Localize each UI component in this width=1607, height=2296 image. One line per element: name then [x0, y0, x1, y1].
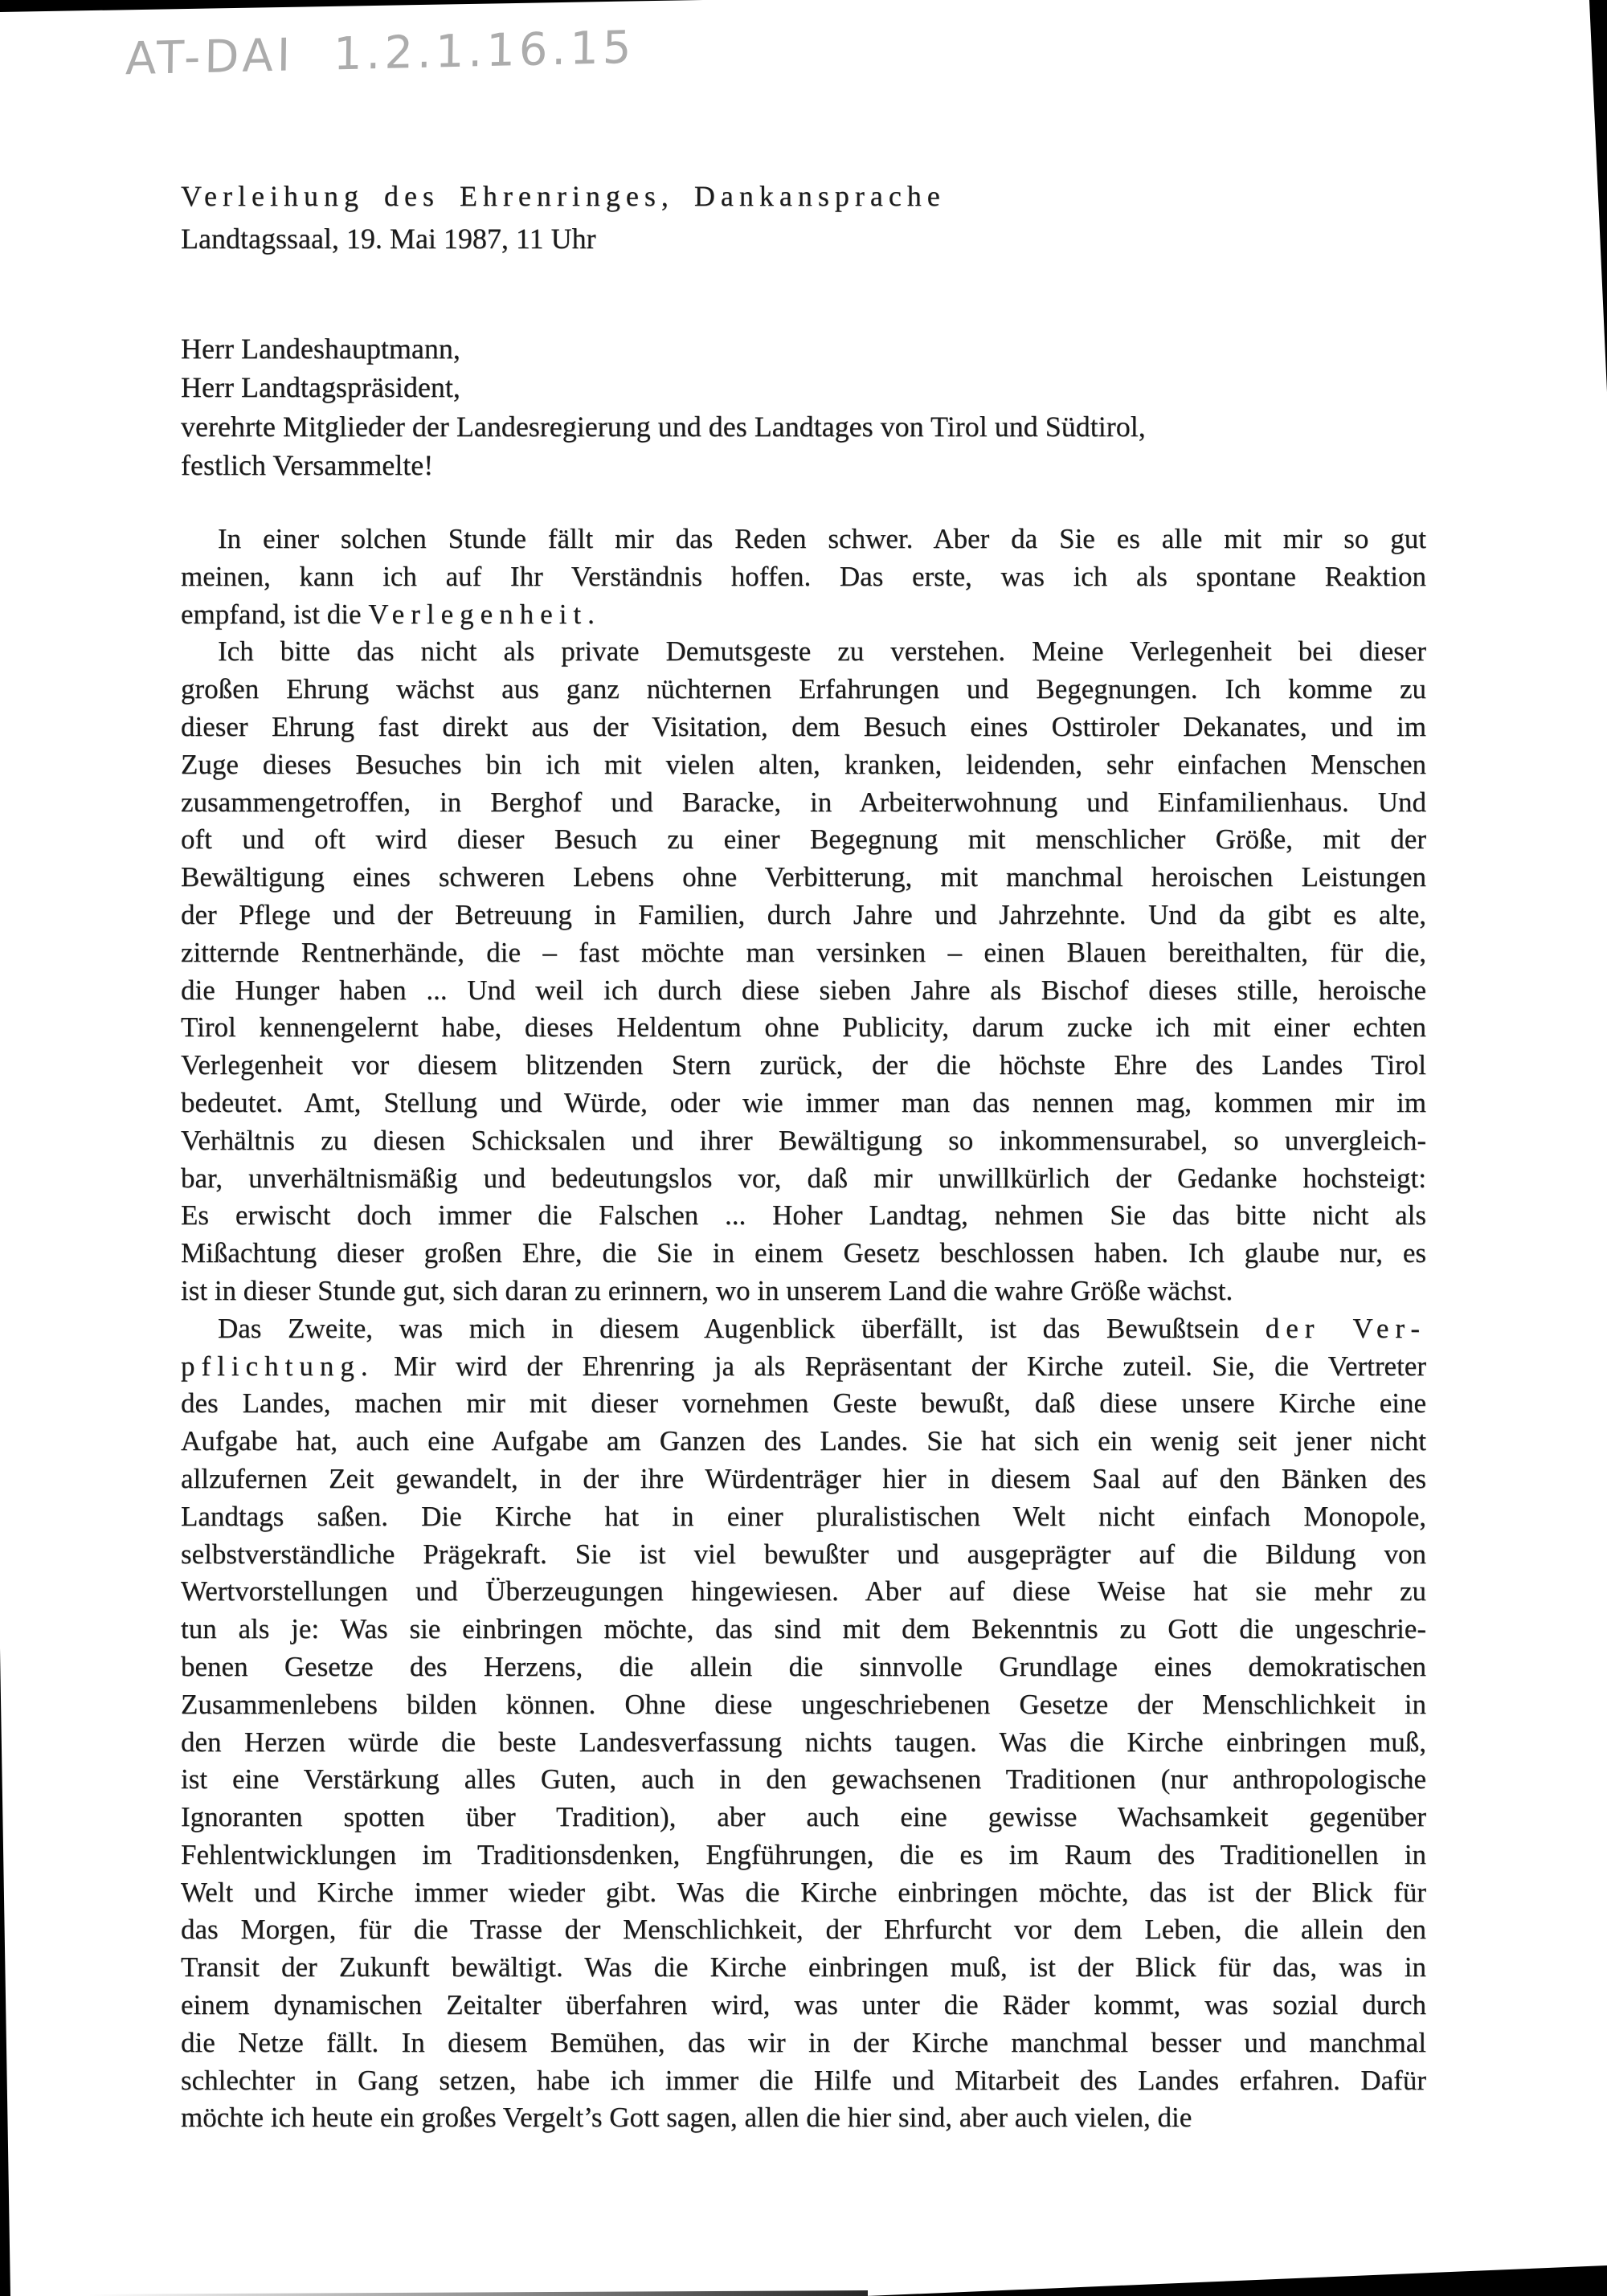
text-line — [181, 2024, 1426, 2062]
text-line — [181, 1423, 1426, 1461]
paragraph — [181, 521, 1426, 633]
text-segment: Mir wird der Ehrenring ja als Repräsentant der Kirche zuteil. Sie, die Vertreter — [374, 1350, 1426, 1382]
text-line — [181, 1761, 1426, 1799]
salutation-line: verehrte Mitglieder der Landesregierung und des Landtages von Tirol und Südtirol, — [181, 410, 1146, 443]
text-line — [181, 1385, 1426, 1423]
paragraph — [181, 633, 1426, 1309]
text-segment: dieser Ehrung fast direkt aus der Visitation, dem Besuch eines Osttiroler Dekanates, und im — [181, 710, 1426, 742]
text-segment: Landtags saßen. Die Kirche hat in einer pluralistischen Welt nicht einfach Monopole, — [181, 1500, 1426, 1532]
salutation-line: festlich Versammelte! — [181, 448, 434, 481]
letterspaced-text: der Ver- — [1265, 1312, 1426, 1344]
text-segment: einem dynamischen Zeitalter überfahren wird, was unter die Räder kommt, was sozial durch — [181, 1989, 1426, 2021]
text-line — [181, 821, 1426, 859]
text-line — [181, 897, 1426, 934]
text-line — [181, 784, 1426, 822]
text-segment: des Landes, machen mir mit dieser vornehmen Geste bewußt, daß diese unsere Kirche eine — [181, 1387, 1426, 1420]
text-segment: Aufgabe hat, auch eine Aufgabe am Ganzen des Landes. Sie hat sich ein wenig seit jener nicht — [181, 1425, 1426, 1457]
text-segment: Es erwischt doch immer die Falschen ... Hoher Landtag, nehmen Sie das bitte nicht als — [181, 1199, 1426, 1232]
paragraph — [181, 1310, 1426, 2138]
text-segment: meinen, kann ich auf Ihr Verständnis hoffen. Das erste, was ich als spontane Reaktion — [181, 560, 1426, 592]
text-line — [181, 671, 1426, 709]
title-block — [181, 175, 946, 260]
text-line — [181, 2099, 1426, 2137]
text-line — [181, 859, 1426, 897]
text-segment: benen Gesetze des Herzens, die allein die sinnvolle Grundlage eines demokratischen — [181, 1650, 1426, 1682]
text-line — [181, 1348, 1426, 1386]
text-segment: ist in dieser Stunde gut, sich daran zu erinnern, wo in unserem Land die wahre Größe wächst. — [181, 1274, 1233, 1306]
text-segment: oft und oft wird dieser Besuch zu einer Begegnung mit menschlicher Größe, mit der — [181, 823, 1426, 856]
document-subtitle: Landtagssaal, 19. Mai 1987, 11 Uhr — [181, 223, 596, 255]
text-line — [181, 1648, 1426, 1686]
text-segment: schlechter in Gang setzen, habe ich immer die Hilfe und Mitarbeit des Landes erfahren. Dafür — [181, 2064, 1426, 2096]
text-line — [181, 1122, 1426, 1160]
text-line — [181, 1235, 1426, 1273]
text-line — [181, 1686, 1426, 1724]
scan-edge-artifact-bottom — [866, 2265, 1607, 2296]
text-line — [181, 1085, 1426, 1122]
text-line — [181, 1836, 1426, 1874]
text-segment: großen Ehrung wächst aus ganz nüchternen Erfahrungen und Begegnungen. Ich komme zu — [181, 673, 1426, 705]
text-line — [181, 2062, 1426, 2100]
text-segment: Zuge dieses Besuches bin ich mit vielen alten, kranken, leidenden, sehr einfachen Menschen — [181, 748, 1426, 780]
text-line — [181, 1987, 1426, 2024]
text-segment: bar, unverhältnismäßig und bedeutungslos vor, daß mir unwillkürlich der Gedanke hochsteigt: — [181, 1162, 1426, 1194]
text-segment: der Pflege und der Betreuung in Familien, durch Jahre und Jahrzehnte. Und da gibt es alte, — [181, 898, 1426, 930]
text-line — [181, 1573, 1426, 1611]
text-segment: möchte ich heute ein großes Vergelt’s Gott sagen, allen die hier sind, aber auch vielen, die — [181, 2102, 1192, 2134]
scan-edge-artifact-right — [1589, 0, 1607, 392]
text-segment: ist eine Verstärkung alles Guten, auch in den gewachsenen Traditionen (nur anthropologische — [181, 1763, 1426, 1796]
text-segment: Mißachtung dieser großen Ehre, die Sie in einem Gesetz beschlossen haben. Ich glaube nur, es — [181, 1237, 1426, 1269]
text-segment: Verlegenheit vor diesem blitzenden Stern zurück, der die höchste Ehre des Landes Tirol — [181, 1049, 1426, 1081]
text-segment: Welt und Kirche immer wieder gibt. Was die Kirche einbringen möchte, das ist der Blick für — [181, 1876, 1426, 1908]
text-line — [181, 1611, 1426, 1648]
text-segment: selbstverständliche Prägekraft. Sie ist viel bewußter und ausgeprägter auf die Bildung von — [181, 1538, 1426, 1570]
text-segment: allzufernen Zeit gewandelt, in der ihre Würdenträger hier in diesem Saal auf den Bänken des — [181, 1462, 1426, 1494]
text-segment: Verhältnis zu diesen Schicksalen und ihrer Bewältigung so inkommensurabel, so unvergleich- — [181, 1124, 1426, 1156]
text-line — [181, 1009, 1426, 1047]
text-segment: Wertvorstellungen und Überzeugungen hingewiesen. Aber auf diese Weise hat sie mehr zu — [181, 1575, 1426, 1608]
text-line — [181, 972, 1426, 1010]
text-segment: zusammengetroffen, in Berghof und Baracke, in Arbeiterwohnung und Einfamilienhaus. Und — [181, 786, 1426, 818]
text-line — [181, 1799, 1426, 1836]
letterspaced-text: pflichtung. — [181, 1350, 374, 1382]
text-line — [181, 558, 1426, 596]
text-line — [181, 596, 1426, 634]
text-segment: Bewältigung eines schweren Lebens ohne Verbitterung, mit manchmal heroischen Leistungen — [181, 861, 1426, 893]
text-line — [181, 633, 1426, 671]
text-segment: Transit der Zukunft bewältigt. Was die Kirche einbringen muß, ist der Blick für das, was in — [181, 1951, 1426, 1983]
text-line — [181, 1949, 1426, 1987]
text-line — [181, 1874, 1426, 1912]
scan-edge-artifact-left — [0, 1648, 10, 2296]
text-segment: Zusammenlebens bilden können. Ohne diese ungeschriebenen Gesetze der Menschlichkeit in — [181, 1688, 1426, 1720]
text-segment: Das Zweite, was mich in diesem Augenblick überfällt, ist das Bewußtsein — [218, 1312, 1266, 1344]
text-segment: Tirol kennengelernt habe, dieses Heldentum ohne Publicity, darum zucke ich mit einer echten — [181, 1011, 1426, 1044]
text-line — [181, 521, 1426, 558]
text-line — [181, 746, 1426, 784]
text-segment: die Hunger haben ... Und weil ich durch diese sieben Jahre als Bischof dieses stille, heroische — [181, 974, 1426, 1006]
scan-edge-artifact-top — [0, 0, 703, 12]
text-line — [181, 1047, 1426, 1085]
text-segment: In einer solchen Stunde fällt mir das Reden schwer. Aber da Sie es alle mit mir so gut — [218, 523, 1426, 554]
text-line — [181, 1498, 1426, 1536]
text-segment: das Morgen, für die Trasse der Menschlichkeit, der Ehrfurcht vor dem Leben, die allein den — [181, 1914, 1426, 1946]
scan-edge-artifact-bottom-line — [88, 2290, 868, 2296]
speech-body — [181, 521, 1426, 2137]
text-line — [181, 934, 1426, 972]
text-line — [181, 1461, 1426, 1498]
salutation — [181, 329, 1466, 484]
text-line — [181, 1310, 1426, 1348]
salutation-line: Herr Landeshauptmann, — [181, 333, 460, 365]
document-title: Verleihung des Ehrenringes, Dankansprache — [181, 180, 946, 212]
text-segment: tun als je: Was sie einbringen möchte, das sind mit dem Bekenntnis zu Gott die ungeschrie- — [181, 1613, 1426, 1645]
text-line — [181, 1536, 1426, 1574]
text-segment: die Netze fällt. In diesem Bemühen, das wir in der Kirche manchmal besser und manchmal — [181, 2026, 1426, 2058]
letterspaced-text: Verlegenheit. — [368, 598, 601, 630]
text-segment: Fehlentwicklungen im Traditionsdenken, Engführungen, die es im Raum des Traditionellen in — [181, 1838, 1426, 1870]
text-segment: zitternde Rentnerhände, die – fast möchte man versinken – einen Blauen bereithalten, für die, — [181, 936, 1426, 968]
text-segment: Ich bitte das nicht als private Demutsgeste zu verstehen. Meine Verlegenheit bei dieser — [218, 635, 1426, 668]
text-segment: bedeutet. Amt, Stellung und Würde, oder wie immer man das nennen mag, kommen mir im — [181, 1086, 1426, 1118]
text-line — [181, 1724, 1426, 1762]
text-segment: Ignoranten spotten über Tradition), aber auch eine gewisse Wachsamkeit gegenüber — [181, 1801, 1426, 1833]
text-segment: empfand, ist die — [181, 598, 369, 630]
text-segment: den Herzen würde die beste Landesverfassung nichts taugen. Was die Kirche einbringen muß, — [181, 1726, 1426, 1758]
salutation-line: Herr Landtagspräsident, — [181, 371, 460, 404]
text-line — [181, 1160, 1426, 1198]
text-line — [181, 709, 1426, 746]
text-line — [181, 1911, 1426, 1949]
text-line — [181, 1273, 1426, 1310]
archive-reference-annotation: AT-DAI 1.2.1.16.15 — [125, 21, 636, 86]
text-line — [181, 1197, 1426, 1235]
